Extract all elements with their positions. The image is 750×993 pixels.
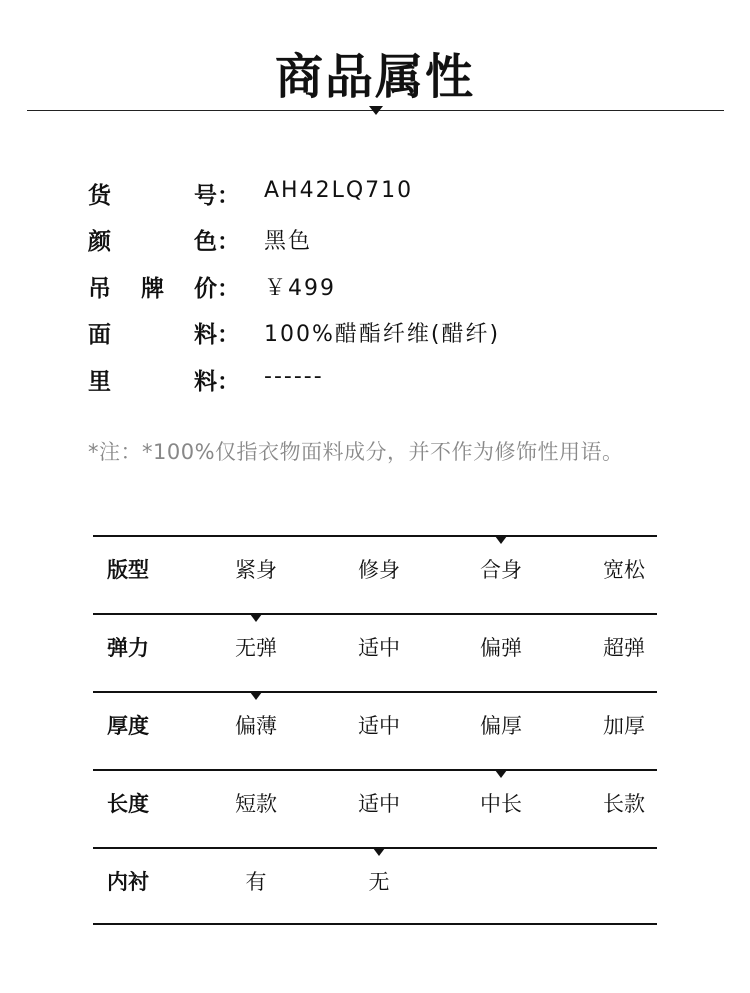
label-char: 面: [88, 322, 111, 348]
spec-option: 适中: [358, 636, 400, 660]
attribute-value: 100%醋酯纤维(醋纤): [264, 322, 501, 347]
spec-table: [93, 535, 657, 925]
label-char: 色：: [194, 229, 240, 255]
spec-option: 紧身: [235, 558, 277, 582]
page-title: 商品属性: [274, 49, 475, 105]
label-char: 吊: [88, 276, 111, 302]
attribute-label: [88, 361, 238, 397]
spec-option: 适中: [358, 792, 400, 816]
selected-marker-icon: [250, 692, 262, 700]
attribute-value: 黑色: [264, 229, 313, 254]
spec-category: 版型: [107, 558, 149, 582]
divider-arrow-icon: [369, 106, 383, 115]
spec-option: 偏弹: [480, 636, 522, 660]
spec-option: 适中: [358, 714, 400, 738]
spec-option: 长款: [603, 792, 645, 816]
spec-row: [93, 535, 657, 613]
spec-option: 中长: [480, 792, 522, 816]
spec-option: 无弹: [235, 636, 277, 660]
spec-category: 厚度: [107, 714, 149, 738]
label-char: 料：: [194, 369, 240, 395]
spec-row: [93, 691, 657, 769]
attribute-label: [88, 268, 238, 304]
spec-option: 合身: [480, 558, 522, 582]
selected-marker-icon: [495, 770, 507, 778]
spec-option: 短款: [235, 792, 277, 816]
attribute-value: AH42LQ710: [264, 178, 414, 203]
label-char: 号：: [194, 183, 240, 209]
selected-marker-icon: [250, 614, 262, 622]
spec-category: 内衬: [107, 870, 149, 894]
spec-category: 长度: [107, 792, 149, 816]
spec-option: 超弹: [603, 636, 645, 660]
spec-row: [93, 769, 657, 847]
label-char: 牌: [141, 276, 164, 302]
selected-marker-icon: [373, 848, 385, 856]
composition-note: *注：*100%仅指衣物面料成分，并不作为修饰性用语。: [88, 440, 624, 464]
spec-option: 宽松: [603, 558, 645, 582]
attribute-value: ￥499: [264, 276, 336, 301]
spec-row: [93, 847, 657, 925]
attribute-label: [88, 175, 238, 211]
attribute-label: [88, 314, 238, 350]
label-char: 料：: [194, 322, 240, 348]
spec-category: 弹力: [107, 636, 149, 660]
selected-marker-icon: [495, 536, 507, 544]
attribute-label: [88, 221, 238, 257]
spec-option: 有: [245, 870, 267, 894]
spec-option: 偏薄: [235, 714, 277, 738]
label-char: 颜: [88, 229, 111, 255]
spec-option: 加厚: [603, 714, 645, 738]
attribute-value: ------: [264, 364, 324, 389]
spec-option: 无: [368, 870, 390, 894]
spec-row: [93, 613, 657, 691]
spec-option: 修身: [358, 558, 400, 582]
spec-option: 偏厚: [480, 714, 522, 738]
label-char: 里: [88, 369, 111, 395]
label-char: 价：: [194, 276, 240, 302]
label-char: 货: [88, 183, 111, 209]
